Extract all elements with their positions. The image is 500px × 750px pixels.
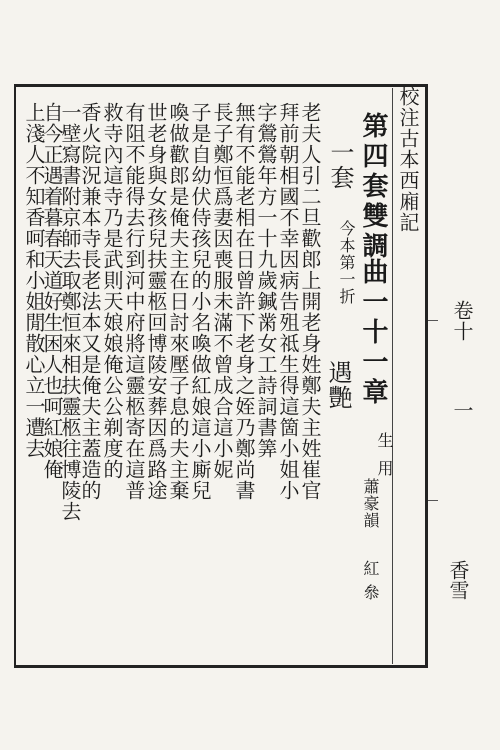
- section-title: 遇艷: [324, 360, 352, 410]
- text-column-10: 救寺內這寺乃是武則天娘娘俺公公剃度的: [100, 102, 124, 480]
- text-column-1: 老夫人引二旦歡郎上開老身姓鄭夫主姓崔官: [298, 102, 322, 501]
- chapter-title: 第四套雙調: [358, 112, 388, 262]
- text-column-4: 無有不能老相在日曾許下老身之姪乃鄭尚書: [232, 102, 256, 501]
- text-column-6: 子是自幼伏侍孩兒的小名喚做紅娘這小廝兒: [188, 102, 212, 501]
- composer-note-1: 用: [375, 460, 394, 477]
- margin-mark: 香雪: [446, 560, 470, 600]
- text-column-13: 自今正遇着暮春天道好生困人也呵紅娘俺: [40, 102, 64, 480]
- composer-note-2: 蕭豪韻: [361, 478, 380, 529]
- text-column-14: 上淺人不知香呵和小姐閒散心立一遭去: [22, 102, 46, 459]
- text-column-3: 字鶯鶯年方一十九歲鍼黹女工詩詞書筭: [254, 102, 278, 459]
- text-column-12: 一壁寫書附京師去取鄭恒來相扶靈柩往博陵去: [58, 102, 82, 522]
- volume-mark: 卷十: [450, 300, 474, 342]
- role-note: 生: [375, 432, 394, 449]
- text-column-11: 香火院況兼本寺長老法本又是俺夫主蓋造的: [78, 102, 102, 501]
- chapter-subtitle: 曲一十一章: [358, 258, 388, 408]
- margin-tick: [428, 320, 438, 321]
- text-column-8: 世老身與女孩兒扶靈柩回博陵安葬因爲路途: [144, 102, 168, 501]
- variant-note: 今本第一折: [337, 220, 356, 305]
- margin-tick: [428, 500, 438, 501]
- text-column-2: 拜前朝相國不幸因病告殂祗生得這箇小姐小: [276, 102, 300, 501]
- text-column-5: 長子鄭恒爲妻因喪服未滿不曾成合這小妮: [210, 102, 234, 480]
- section-mark: 一套: [326, 140, 354, 190]
- column-rule: [392, 88, 393, 664]
- role-note-3: 叅: [361, 584, 380, 601]
- running-title: 校注古本西廂記: [396, 86, 420, 233]
- text-column-9: 有阻不能得去行到河中府將這靈柩寄在這普: [122, 102, 146, 501]
- leaf-mark: 一: [450, 400, 474, 421]
- text-column-7: 喚做歡郎是俺夫主在日討來壓子息的夫主棄: [166, 102, 190, 501]
- role-note-2: 紅: [361, 560, 380, 577]
